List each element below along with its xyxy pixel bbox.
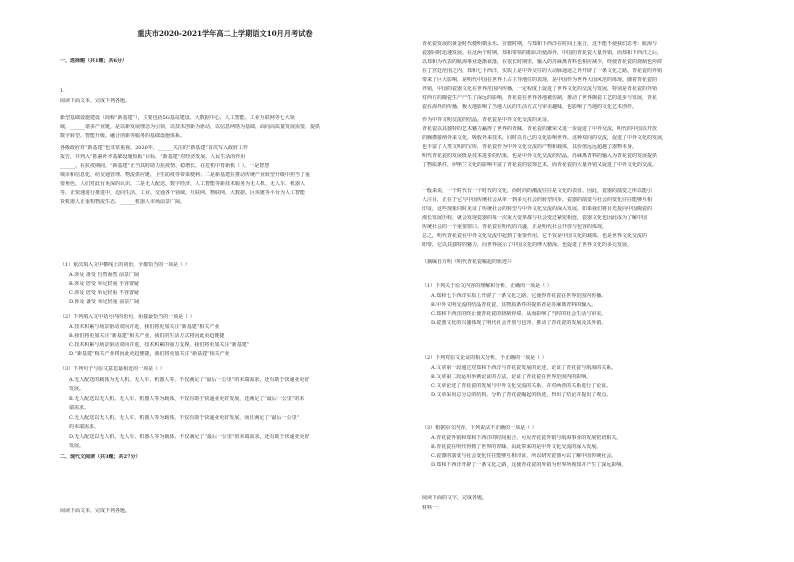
right-text-line: D.文章采用总分总的结构，分析了青花瓷崛起的轨迹，得出了结论并提出了观点。	[431, 392, 612, 398]
right-text-line: 以郑和为代表的航海事业逐渐衰落，在很长时期里，输入的苏麻离青料也相应减少，终使青花瓷的烧制也停滞	[422, 59, 663, 65]
right-text-line: 了物质条件，伊斯兰文化的影响丰富了青花瓷的装饰艺术，而青花瓷的大量外销又促进了中外文化的交流。	[422, 162, 658, 168]
left-text-line: A.无人配送的载体为无人机、无人车、机器人等，不仅满足了“最后一公里”的末端需求，还有助于快递业更好	[69, 377, 310, 383]
right-text-line: 作为中外文明交流的结晶，青花瓷是中外文化交流的见证。	[422, 117, 553, 123]
right-text-line: 带来了巨大影响，是明代中国在世界上占主导地位的表现，是中国作为世界大国风范的体现。随着青花瓷的	[422, 77, 658, 83]
right-text-line: 漫长发展历程，就会发现瓷器的每一次重大变革都与社会变迁紧密相连，瓷器文化也因此成为了解中国	[422, 215, 648, 221]
right-text-line: B.中外文明交流的结晶青花瓷，其物质条件的提供者是苏麻离青料的输入。	[431, 302, 597, 308]
right-text-line: （2）下列对原文论证的相关分析，不正确的一项是（ ）	[422, 355, 547, 361]
right-text-line: （3）根据原文内容，下列说法不正确的一项是（ ）	[422, 425, 537, 431]
right-text-line: 的胸襟接纳外来文化，吸收外来技术，同时以自己的文化影响世界。这种双向的交流，促进了中外文化的发展，	[422, 135, 668, 141]
left-text-line: C.涉及 倍受 举足轻重 不容置疑	[69, 290, 140, 296]
right-text-line: （1）下列关于原文内容的理解和分析，正确的一项是（ ）	[422, 283, 552, 289]
right-text-line: A.文章第一段通过对郑和下西洋与青花瓷发展的论述，论证了青花瓷与航海的关系。	[431, 365, 617, 371]
right-text-line: B.青花瓷在明代得到了世界的青睐，由此带来的是中外文化交流的深入发展。	[431, 444, 602, 450]
left-text-line: D.无人配送以无人机、无人车、机器人等为载体，不仅满足了“最后一公里”的末端需求，还有助于快递业更好	[69, 434, 310, 440]
left-text-line: 的末端需求。	[69, 424, 100, 430]
left-text-line: B.我们将更加关注“新基建”相关产业，我们的生活方式将因此更趋便捷	[69, 333, 225, 339]
left-text-line: 域，______诸多产业链，是以新发展理念为引领，以技术创新为驱动，以信息网络为基础，面向高质量发展需要，提供	[60, 124, 321, 130]
left-text-line: 要角色，人们对此有更深的认识。二是无人配送、数字经济、人工智能等新技术服务为无人机、无人车、机器人	[60, 181, 306, 187]
left-text-line: 发展。	[69, 386, 85, 392]
left-text-line: B.无人配送以无人机、无人车、机器人等为载体，不仅有助于快递业更好发展，还满足了“最后一公里”的末	[69, 396, 305, 402]
right-text-line: D.瓷器文化的兴盛体现了明代社会开放与包容，推动了青花瓷的发展及其外销。	[431, 320, 607, 326]
right-text-line: A.郑和七下西洋实质上开辟了一条文化之路，它使得青花瓷在世界范围内传播。	[431, 293, 607, 299]
left-text-line: A.技术积累与场景驱动双向并进，我们将更加关注“新基建”相关产业	[69, 324, 220, 330]
left-text-line: 数字转型、智能升级、融合创新等服务的基础设施体系。	[60, 133, 186, 139]
right-text-line: 对西方的陶瓷生产产生了深远的影响，青花瓷在世界各地被仿制，推动了世界陶瓷工艺的进步与发展，青花	[422, 95, 658, 101]
left-text-line: C.技术积累与场景驱动双向并进，技术积累的强力支撑，我们将更加关注“新基建”	[69, 342, 250, 348]
left-text-line: ______。在抗疫期间，“新基建”正当其时助力抗疫情、稳增长、在危机中育新机（ ）。一是智慧	[60, 163, 270, 169]
left-text-line: 报告，并列入“抓紧补齐基础设施短板”目标，“新基建”对经济发展、人民生活的作用	[60, 154, 246, 160]
left-text-line: 一、选择题（共1题；共6分）	[60, 58, 127, 64]
right-text-line: 在了宫廷范围之内，郑和七下西洋，实质上是中外交往的大动脉通途之外开辟了一条文化之路。青花瓷的外销	[422, 68, 663, 74]
right-text-line: 传统社会的一个重要窗口。青花瓷在明代的兴盛，正是明代社会开放与包容的体现。	[422, 224, 608, 230]
left-text-line: 新型基础设施建设（简称“新基建”），主要包括5G基站建设、大数据中心、人工智能、工业互联网等七大领	[60, 115, 295, 121]
left-text-line: B.涉及 倍受 举足轻重 不容置疑	[69, 281, 140, 287]
right-text-line: C.文章论述了青花瓷的发展与中外文化交流的关系，并对两者的关系进行了论证。	[431, 383, 612, 389]
right-text-line: A.青花瓷外销和郑和下西洋的时间重合，可见青花瓷外销与航海事业的发展密切相关。	[431, 435, 622, 441]
left-text-line: 发展。	[69, 443, 85, 449]
left-text-line: 等，正快速进行推进中，迈向生活、工业、交通各个领域。互联网、物联网、大数据、区块链等平台为人工智能	[60, 190, 306, 196]
left-text-line: 各级政府对“新基建”也非常重视。2020年，______关注的“新基建”首次写入政府工作	[60, 145, 248, 151]
right-text-line: 材料一：	[422, 505, 443, 511]
right-text-line: 明代青花瓷的发展既是技术进步的结果，也是中外文化交流的结晶。苏麻离青料的输入为青花瓷的发展提供	[422, 153, 658, 159]
right-text-line: 人注目，正在于它与中国传统社会从单一到多元社会的转型同步。瓷器的演变与社会的变化往往能够互相	[422, 197, 653, 203]
right-text-line: 阅读下面的文字，完成各题。	[422, 495, 488, 501]
right-text-line: D.郑和下西洋开辟了一条文化之路，这使青花瓷的外销为世界所熟知并产生了深远影响。	[431, 462, 627, 468]
left-text-line: 城市和信息化，给交通管理、物流供应链、卫生防疫等带来便利；二是新基建在推动传统产业转型升级中担当了重	[60, 172, 311, 178]
left-text-line: 阅读下面文本，完成下列各题。	[60, 508, 131, 514]
right-text-line: C.瓷器的演变与社会变化往往能够互相印证，所以研究瓷器可以了解中国传统社会。	[431, 453, 617, 459]
left-text-line: （3）下列句子与原文意思最相近的一项是（ ）	[60, 366, 165, 372]
left-text-line: （2）下列填入文中括号内的语句，衔接最恰当的一项是（ ）	[60, 314, 195, 320]
right-text-line: 印证，这些现象同时见证了传统社会的转型与中外文化交流的深入发展。如果我们将目光投向中国陶瓷的	[422, 206, 653, 212]
right-text-line: （摘编自万明《明代青花瓷崛起的轨迹》）	[422, 259, 515, 265]
right-text-line: 也丰富了人类文明的宝库，青花瓷作为中外文化交流的产物和载体，其价值远远超越了器物本身。	[422, 144, 638, 150]
right-text-line: B.文章第二段运用举例论证的方法，论证了青花瓷在世界范围内的影响。	[431, 374, 592, 380]
left-text-line: 1.	[60, 88, 65, 94]
left-text-line: A.涉及 备受 自然而然 前景广阔	[69, 272, 139, 278]
left-text-line: 二、现代文阅读（共3题；共27分）	[60, 454, 141, 460]
left-text-line: C.无人配送以无人机、无人车、机器人等为载体，不仅有助于快递业更好发展，而且满足了“最后一公里”	[69, 415, 300, 421]
left-text-line: （1）依次填入文中横线上的词语，全都恰当的一项是（ ）	[60, 262, 190, 268]
left-text-line: D.涉及 备受 举足轻重 前景广阔	[69, 299, 140, 305]
right-text-line: 青花瓷以其独特的艺术魅力赢得了世界的青睐，青花瓷的繁荣又进一步促进了中外交流，明代的中国以开放	[422, 126, 658, 132]
left-text-line: D.“新基建”相关产业将因此更趋便捷，我们将更加关注“新基建”相关产业	[69, 351, 230, 357]
right-text-line: 青花瓷发展的黄金时代便明朝永乐、宣德时期，与郑和下西洋在时间上重合，这不能不使我们思考：航海与	[422, 41, 658, 47]
right-text-line: 总之，明代青花瓷在中外文化交流中起到了重要作用，它不仅是中国文化的载体，也是世界文化交流的	[422, 233, 648, 239]
right-text-line: 瓷器同时迅速发展。在这两个时期，郑和带领的船队出使海外，中国的青花瓷大量外销，而郑和下西洋之后，	[422, 50, 663, 56]
left-text-line: 端需求。	[69, 405, 90, 411]
left-text-line: 阅读下面文本，完成下列各题。	[60, 98, 131, 104]
right-text-line: 外销，中国的瓷器文化在世界范围内传播，一定程度上促进了世界文化的交流与发展，特别是青花瓷的外销	[422, 86, 658, 92]
right-text-line: 瓷在海外的传播，极大地影响了当地人民的生活方式与审美趣味，也影响了当地的文化艺术创作。	[422, 104, 638, 110]
right-text-line: C.郑和下西洋的终止使青花瓷的烧制停滞，从而影响了当时的社会生活与审美。	[431, 311, 607, 317]
right-text-line: 纽带，它以其独特的魅力，向世界展示了中国文化的博大精深，也促进了世界文化的多元发展。	[422, 242, 633, 248]
page-title: 重庆市2020-2021学年高二上学期语文10月月考试卷	[137, 29, 313, 38]
left-text-line: 货机器人正重构物流生态，______机器人市场前景广阔。	[60, 199, 186, 205]
right-text-line: 一般来说，一个时代有一个时代的文化，而时尚的潮流往往是文化的表征。因此，瓷器的演变之所以能引	[422, 188, 653, 194]
